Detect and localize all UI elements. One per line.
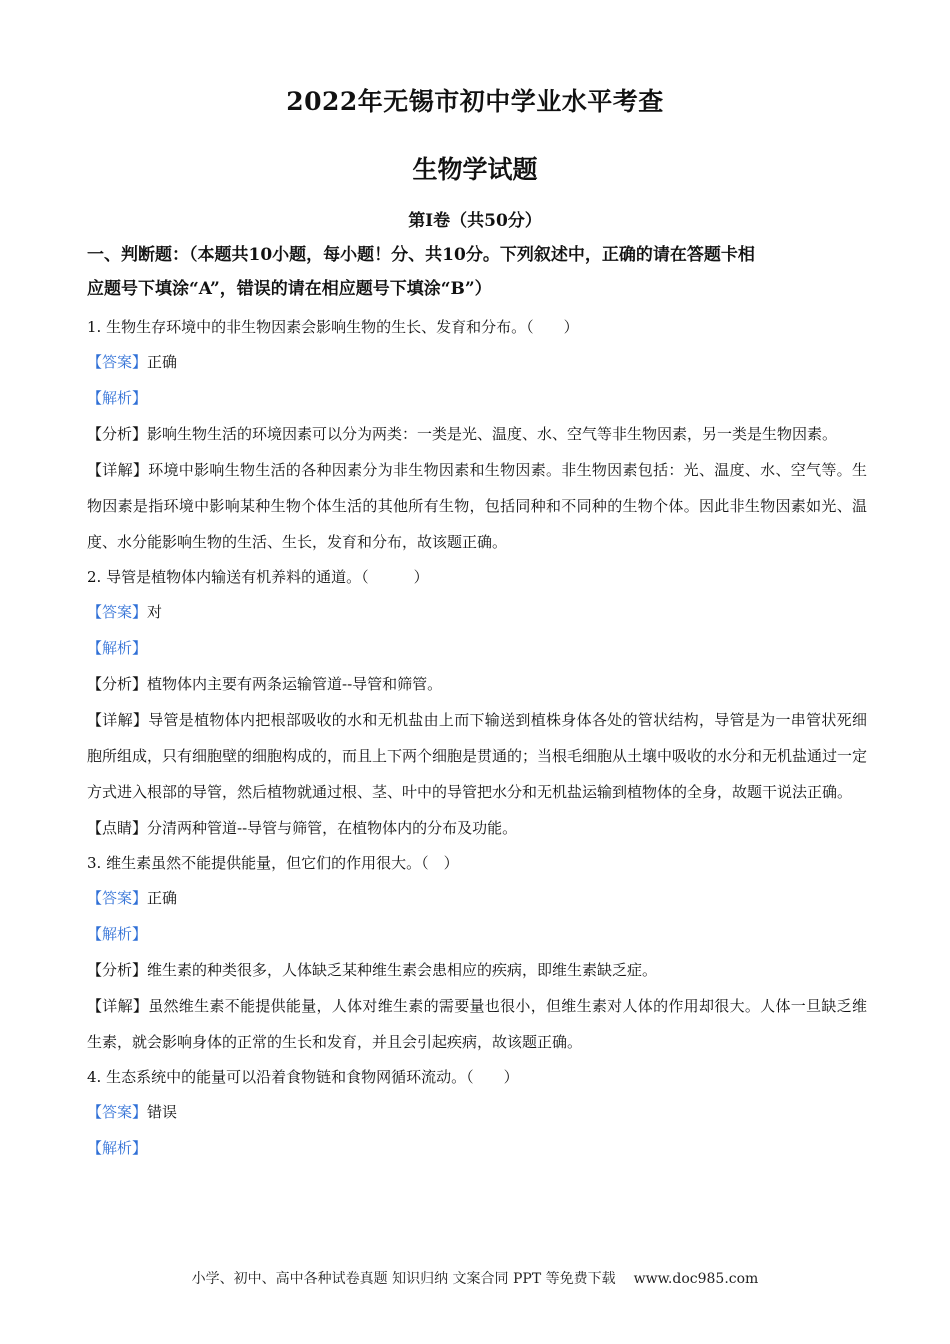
fenxi-tag: 【分析】: [87, 675, 148, 693]
xiangjie-text: 环境中影响生物生活的各种因素分为非生物因素和生物因素。非生物因素包括：光、温度、水、空气等。生物因素是指环境中影响某种生物个体生活的其他所有生物，包括同种和不同种的生物个体。因此非生物因素如光、温度、水分能影响生物的生活、生长，发育和分布，故该题正确。: [87, 461, 867, 551]
xiangjie-tag: 【详解】: [87, 711, 149, 729]
question-4: 4. 生态系统中的能量可以沿着食物链和食物网循环流动。（ ）: [87, 1068, 519, 1086]
answer-tag: 【答案】: [87, 889, 148, 907]
answer-tag: 【答案】: [87, 353, 148, 371]
answer-tag: 【答案】: [87, 1103, 148, 1121]
exam-subtitle: 生物学试题: [412, 155, 538, 184]
footer-text: 小学、初中、高中各种试卷真题 知识归纳 文案合同 PPT 等免费下载: [191, 1271, 616, 1287]
fenxi-text: 影响生物生活的环境因素可以分为两类：一类是光、温度、水、空气等非生物因素，另一类是生物因素。: [147, 425, 838, 443]
fenxi-1: [87, 416, 867, 452]
question-3: 3. 维生素虽然不能提供能量，但它们的作用很大。（ ）: [87, 854, 459, 872]
question-2: 2. 导管是植物体内输送有机养料的通道。（ ）: [87, 568, 429, 586]
answer-4: [87, 1094, 867, 1130]
xiangjie-text: 导管是植物体内把根部吸收的水和无机盐由上而下输送到植株身体各处的管状结构，导管是为一串管状死细胞所组成，只有细胞壁的细胞构成的，而且上下两个细胞是贯通的；当根毛细胞从土壤中吸收的水分和无机盐通过一定方式进入根部的导管，然后植物就通过根、茎、叶中的导管把水分和无机盐运输到植物体的全身，故题干说法正确。: [87, 711, 868, 801]
answer-text: 正确: [147, 889, 178, 907]
answer-2: [87, 594, 867, 630]
fenxi-tag: 【分析】: [87, 425, 148, 443]
jiexi-3: 【解析】: [87, 925, 148, 943]
footer-url: www.doc985.com: [633, 1271, 759, 1287]
answer-text: 错误: [147, 1103, 178, 1121]
xiangjie-2: [87, 702, 867, 810]
fenxi-2: [87, 666, 867, 702]
fenxi-tag: 【分析】: [87, 961, 148, 979]
xiangjie-1: [87, 452, 867, 560]
part-heading: 第Ⅰ卷（共50分）: [408, 211, 542, 231]
fenxi-text: 维生素的种类很多，人体缺乏某种维生素会患相应的疾病，即维生素缺乏症。: [147, 961, 658, 979]
fenxi-text: 植物体内主要有两条运输管道--导管和筛管。: [147, 675, 443, 693]
dianjing-text: 分清两种管道--导管与筛管，在植物体内的分布及功能。: [147, 819, 518, 837]
page-footer: [0, 1268, 950, 1288]
section-heading: [87, 238, 867, 306]
exam-title: 2022年无锡市初中学业水平考查: [286, 87, 664, 116]
answer-3: [87, 880, 867, 916]
section-heading-line2: 应题号下填涂“A”，错误的请在相应题号下填涂“B”）: [87, 279, 492, 299]
xiangjie-text: 虽然维生素不能提供能量，人体对维生素的需要量也很小，但维生素对人体的作用却很大。人体一旦缺乏维生素，就会影响身体的正常的生长和发育，并且会引起疾病，故该题正确。: [87, 997, 867, 1051]
dianjing-2: [87, 810, 867, 846]
fenxi-3: [87, 952, 867, 988]
answer-1: [87, 344, 867, 380]
document-body: [87, 238, 867, 1166]
jiexi-4: 【解析】: [87, 1139, 148, 1157]
dianjing-tag: 【点睛】: [87, 819, 148, 837]
answer-text: 正确: [147, 353, 178, 371]
answer-tag: 【答案】: [87, 603, 148, 621]
question-1: 1. 生物生存环境中的非生物因素会影响生物的生长、发育和分布。（ ）: [87, 318, 579, 336]
xiangjie-3: [87, 988, 867, 1060]
answer-text: 对: [147, 603, 163, 621]
xiangjie-tag: 【详解】: [87, 461, 149, 479]
jiexi-2: 【解析】: [87, 639, 148, 657]
section-heading-line1: 一、判断题：（本题共10小题，每小题！分、共10分。下列叙述中，正确的请在答题卡相: [87, 245, 755, 265]
xiangjie-tag: 【详解】: [87, 997, 149, 1015]
jiexi-1: 【解析】: [87, 389, 148, 407]
